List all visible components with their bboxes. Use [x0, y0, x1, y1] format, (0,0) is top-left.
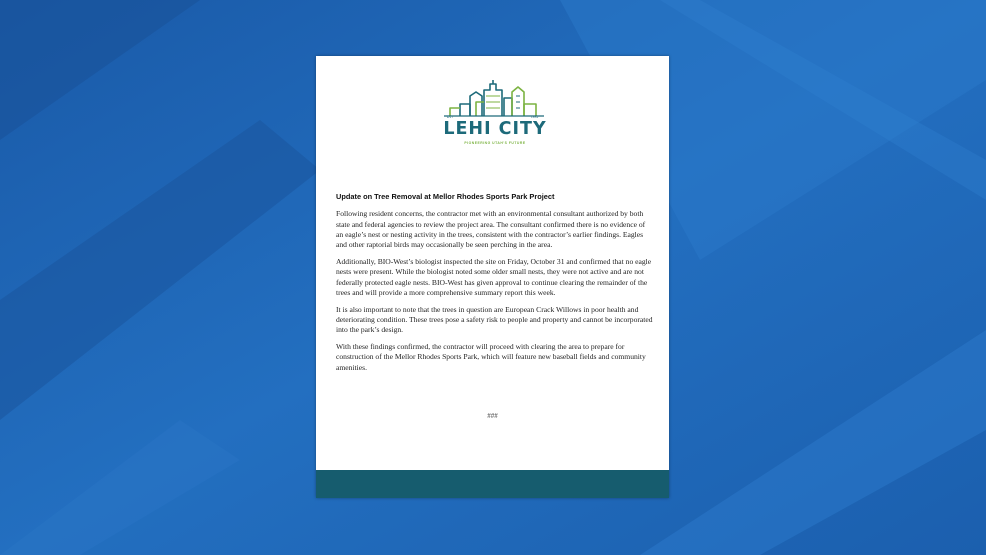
- lehi-city-logo: [440, 78, 550, 152]
- end-of-release-mark: ###: [487, 412, 498, 420]
- logo-est-label: EST: [447, 115, 454, 119]
- paragraph-3: It is also important to note that the trees in question are European Crack Willows in poor health and deteriorating condition. These trees pose a safety risk to people and property and cannot be incorporated into the park’s design.: [336, 304, 653, 335]
- logo-city-name: LEHI CITY: [443, 119, 547, 139]
- paragraph-1: Following resident concerns, the contractor met with an environmental consultant authorized by both state and federal agencies to review the project area. The consultant confirmed there is no evidence of an eagle’s nest or nesting activity in the trees, consistent with the contractor’s earlier findings. Eagles and other raptorial birds may occasionally be seen perching in the area.: [336, 209, 646, 250]
- paragraph-2: Additionally, BIO-West’s biologist inspected the site on Friday, October 31 and confirmed that no eagle nests were present. While the biologist noted some older small nests, they were not active and are not federally protected eagle nests. BIO-West has given approval to continue clearing the remainder of the trees and will provide a more comprehensive summary report this week.: [336, 256, 652, 297]
- footer-band: [316, 470, 669, 498]
- logo-tagline: PIONEERING UTAH'S FUTURE: [464, 141, 526, 145]
- press-release-document: [316, 56, 669, 498]
- document-body: [336, 192, 654, 379]
- logo-year-label: 1852: [531, 115, 539, 119]
- city-skyline-logo-icon: [440, 78, 550, 118]
- paragraph-4: With these findings confirmed, the contractor will proceed with clearing the area to prepare for construction of the Mellor Rhodes Sports Park, which will feature new baseball fields and community amenities.: [336, 342, 646, 372]
- document-title: Update on Tree Removal at Mellor Rhodes Sports Park Project: [336, 192, 555, 201]
